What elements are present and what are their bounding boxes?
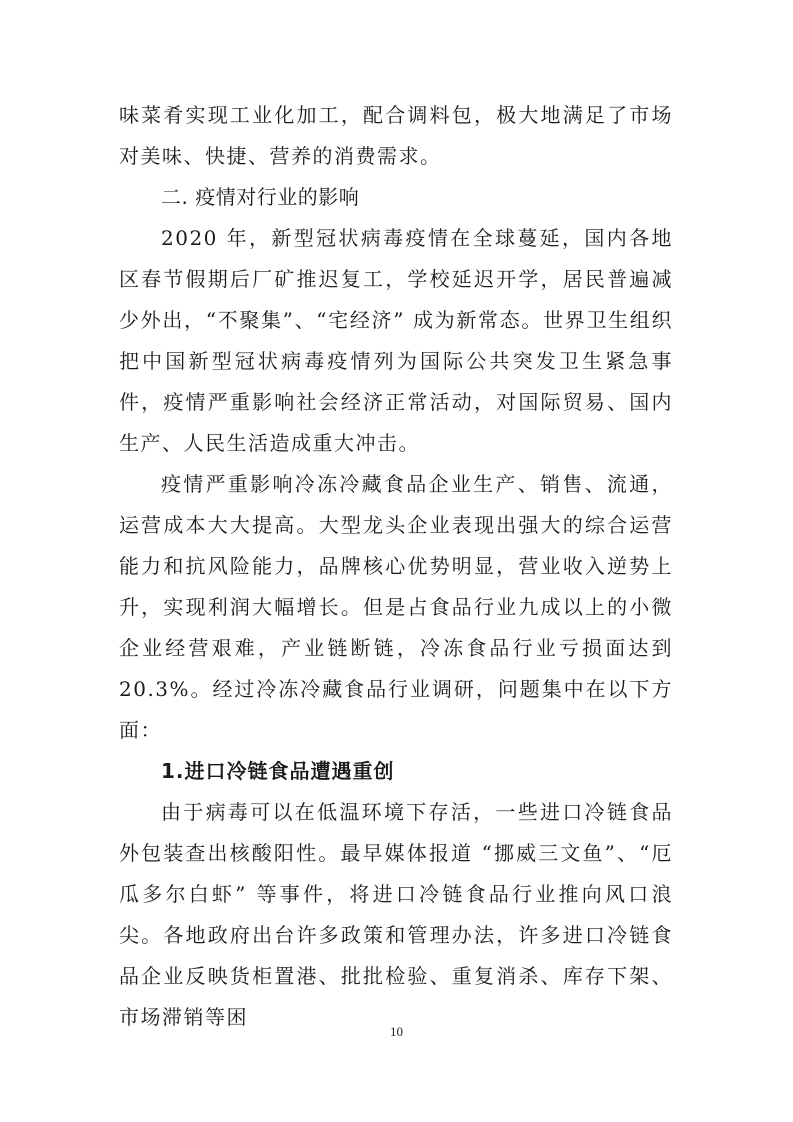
section-heading: 二. 疫情对行业的影响 [161, 185, 360, 209]
body-paragraph: 疫情严重影响冷冻冷藏食品企业生产、销售、流通，运营成本大大提高。大型龙头企业表现出强大的综合运营能力和抗风险能力，品牌核心优势明显，营业收入逆势上升，实现利润大幅增长。但是占食品行业九成以上的小微企业经营艰难，产业链断链，冷冻食品行业亏损面达到 20.3%。经过冷冻冷藏食品行业调研，问题集中在以下方面： [119, 472, 673, 742]
page-number: 10 [390, 1024, 403, 1039]
body-paragraph: 2020 年，新型冠状病毒疫情在全球蔓延，国内各地区春节假期后厂矿推迟复工，学校延迟开学，居民普遍减少外出，“不聚集”、“宅经济” 成为新常态。世界卫生组织把中国新型冠状病毒疫情列为国际公共突发卫生紧急事件，疫情严重影响社会经济正常活动，对国际贸易、国内生产、人民生活造成重大冲击。 [119, 226, 673, 455]
subsection-heading: 1.进口冷链食品遭遇重创 [161, 759, 395, 783]
body-paragraph: 由于病毒可以在低温环境下存活，一些进口冷链食品外包装查出核酸阳性。最早媒体报道 “挪威三文鱼”、“厄瓜多尔白虾” 等事件，将进口冷链食品行业推向风口浪尖。各地政府出台许多政策和管理办法，许多进口冷链食品企业反映货柜置港、批批检验、重复消杀、库存下架、市场滞销等困 [119, 800, 673, 1029]
text-column [119, 95, 673, 1038]
body-paragraph-continuation: 味菜肴实现工业化加工，配合调料包，极大地满足了市场对美味、快捷、营养的消费需求。 [119, 103, 673, 168]
